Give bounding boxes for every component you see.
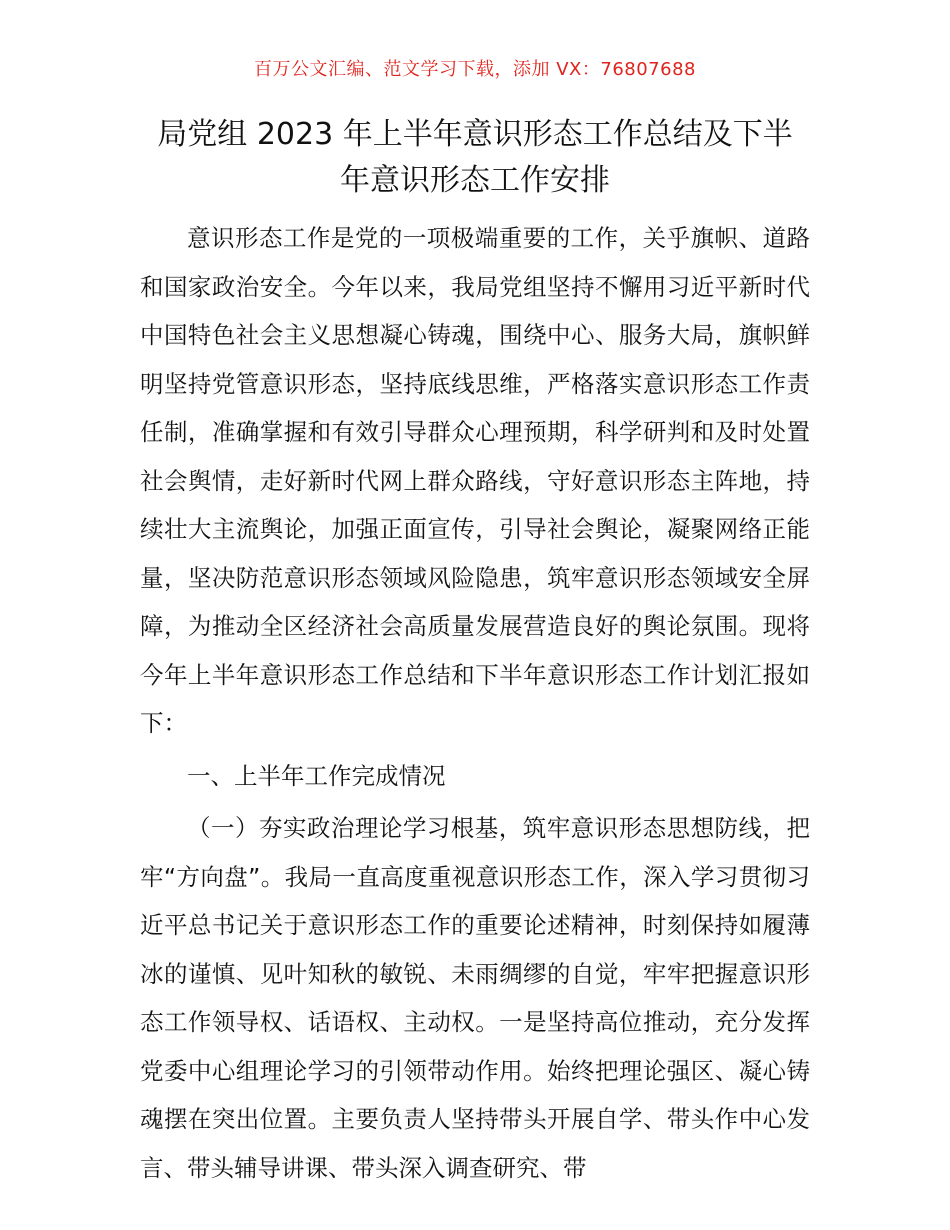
header-banner: 百万公文汇编、范文学习下载，添加 VX：76807688 [254,59,696,80]
section1-item1-paragraph: （一）夯实政治理论学习根基，筑牢意识形态思想防线，把牢“方向盘”。我局一直高度重视意识形态工作，深入学习贯彻习近平总书记关于意识形态工作的重要论述精神，时刻保持如履薄冰的谨慎、见叶知秋的敏锐、未雨绸缪的自觉，牢牢把握意识形态工作领导权、话语权、主动权。一是坚持高位推动，充分发挥党委中心组理论学习的引领带动作用。始终把理论强区、凝心铸魂摆在突出位置。主要负责人坚持带头开展自学、带头作中心发言、带头辅导讲课、带头深入调查研究、带 [140,814,810,1182]
document-body [140,214,810,1192]
intro-paragraph: 意识形态工作是党的一项极端重要的工作，关乎旗帜、道路和国家政治安全。今年以来，我局党组坚持不懈用习近平新时代中国特色社会主义思想凝心铸魂，围绕中心、服务大局，旗帜鲜明坚持党管意识形态，坚持底线思维，严格落实意识形态工作责任制，准确掌握和有效引导群众心理预期，科学研判和及时处置社会舆情，走好新时代网上群众路线，守好意识形态主阵地，持续壮大主流舆论，加强正面宣传，引导社会舆论，凝聚网络正能量，坚决防范意识形态领域风险隐患，筑牢意识形态领域安全屏障，为推动全区经济社会高质量发展营造良好的舆论氛围。现将今年上半年意识形态工作总结和下半年意识形态工作计划汇报如下： [140,224,810,737]
section-heading-1: 一、上半年工作完成情况 [187,761,446,790]
document-title-line2: 年意识形态工作安排 [340,163,610,198]
document-title-line1: 局党组 2023 年上半年意识形态工作总结及下半 [157,117,793,152]
document-title [140,112,810,204]
